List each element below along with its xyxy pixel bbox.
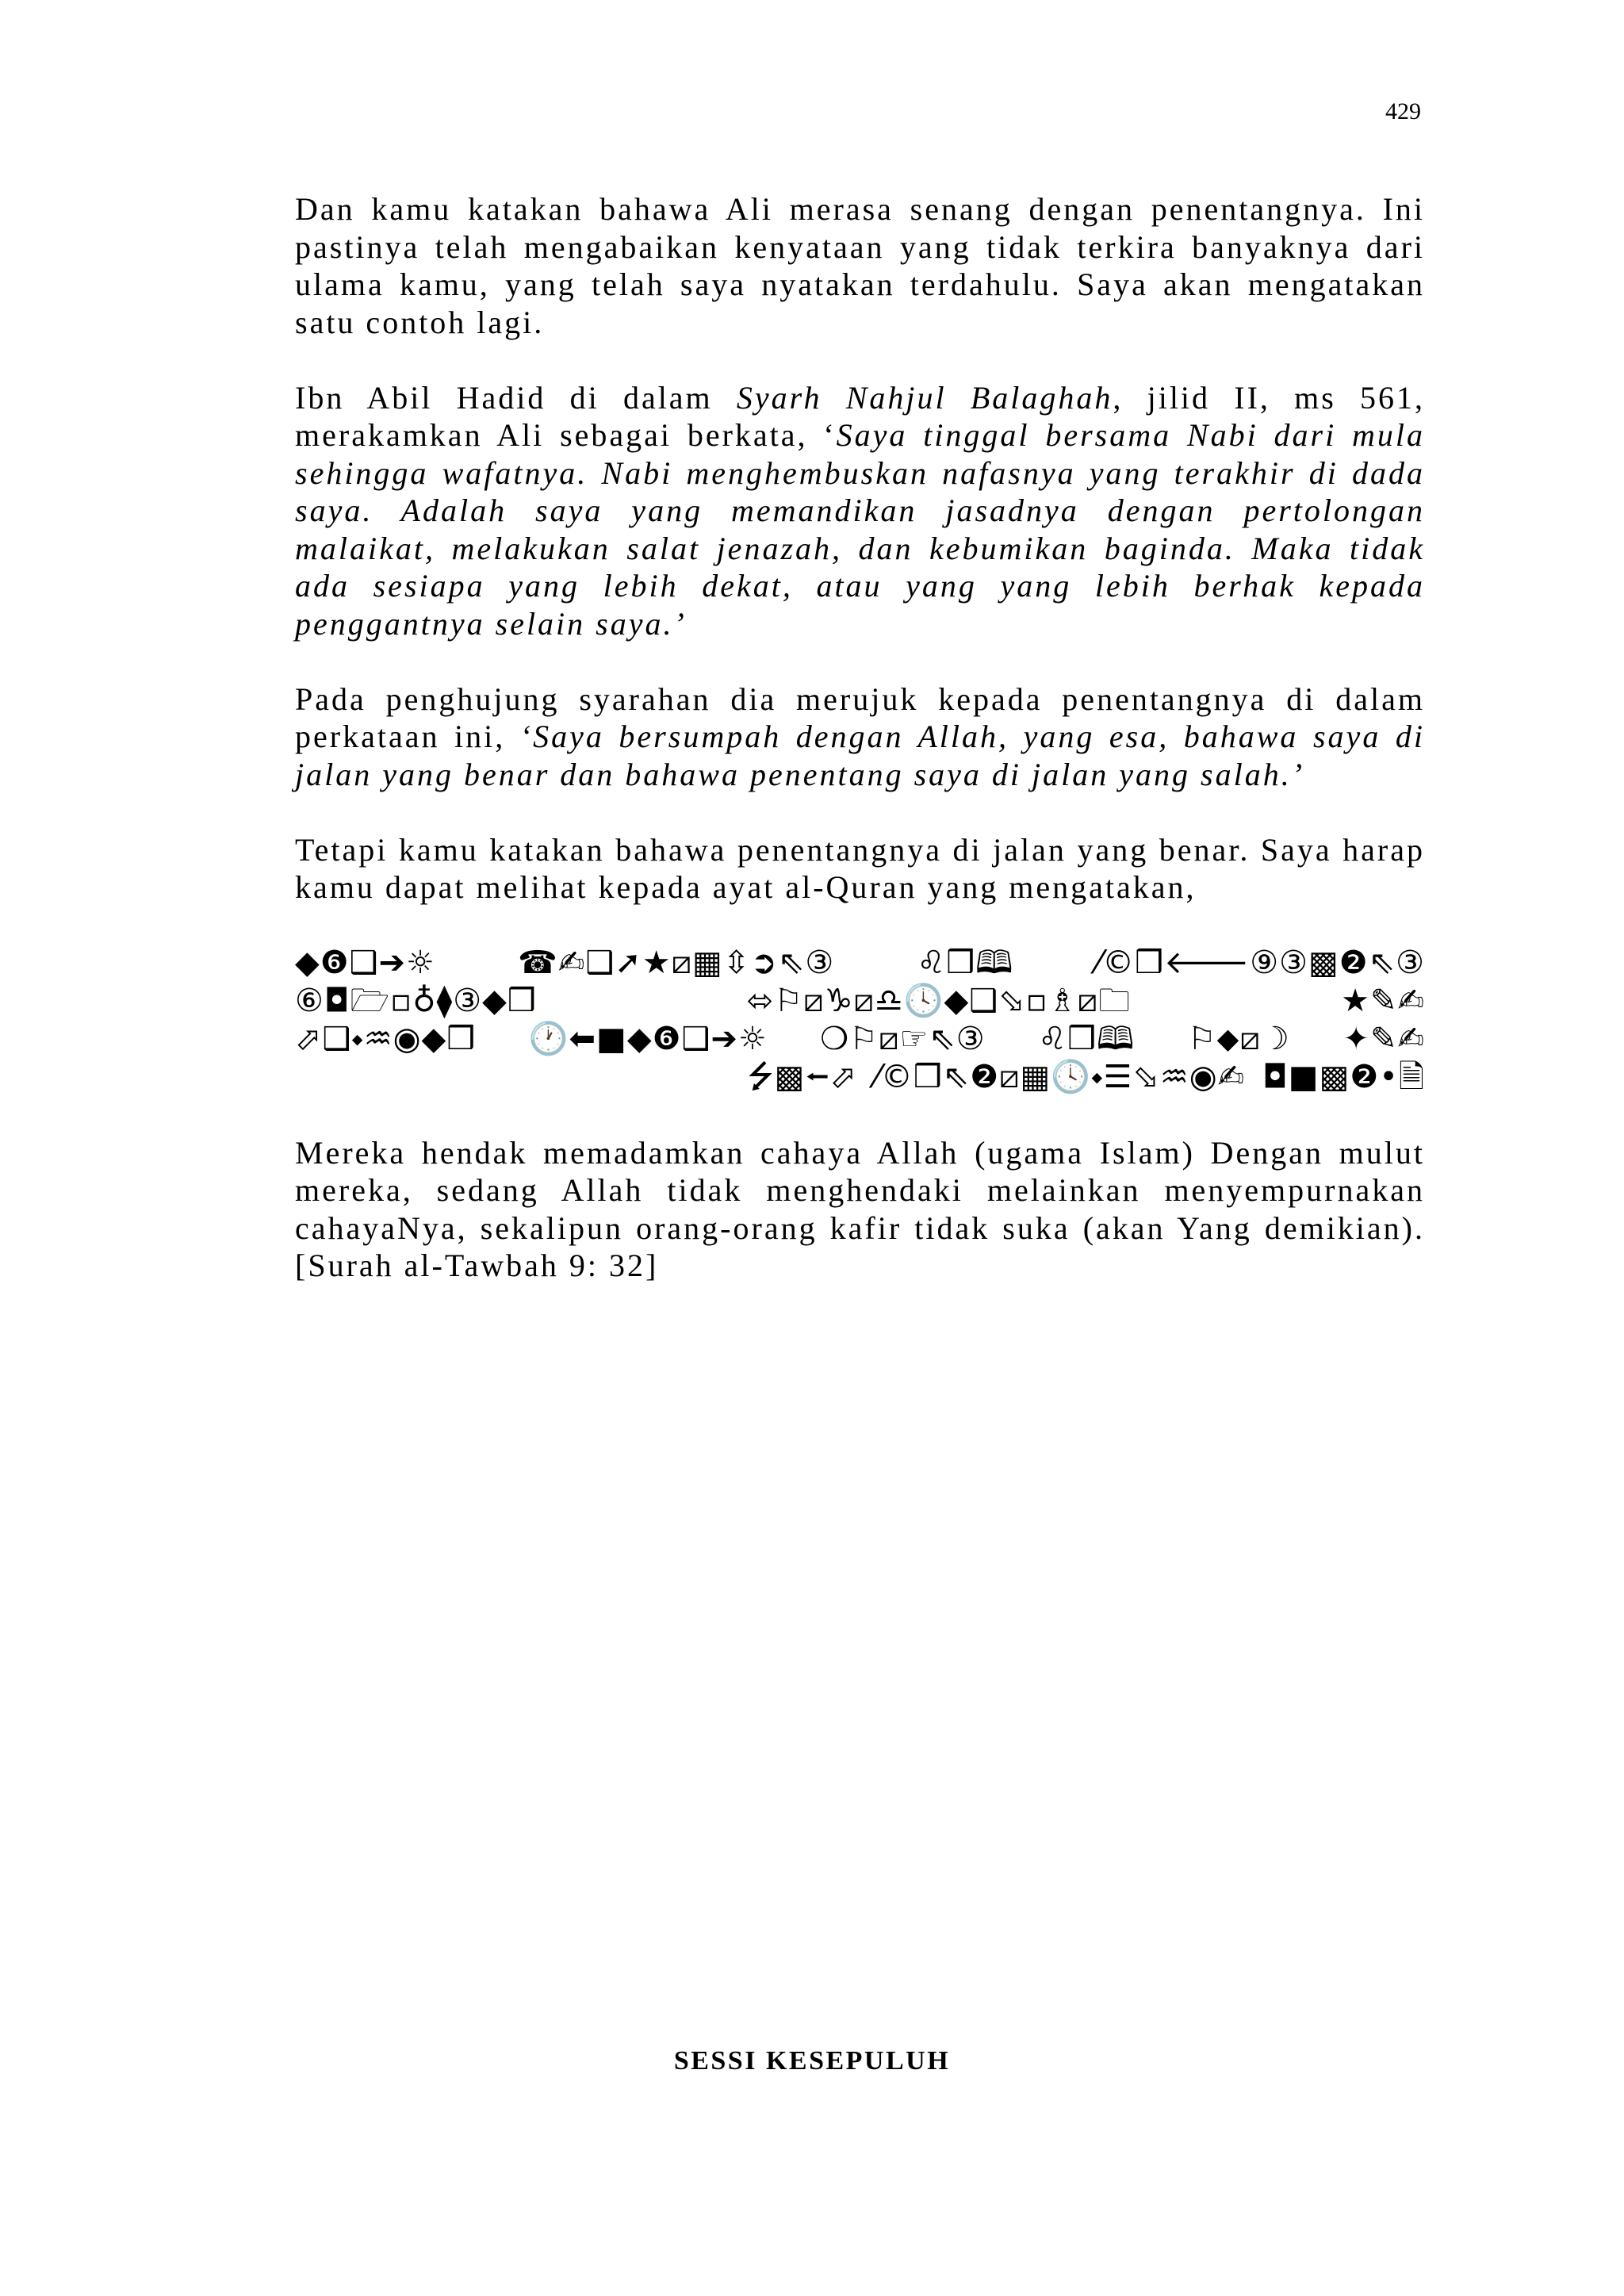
verse-word: ⁄©❒⇖❷⧄▦🕓⬩☰⬂♒◉✍ [875,1059,1246,1095]
verse-translation: Mereka hendak memadamkan cahaya Allah (ugama Islam) Dengan mulut mereka, sedang Allah tidak menghendaki melainkan menyempurnakan cahayaNya, sekalipun orang-orang kafir tidak suka (akan Yang demikian). [Surah al-Tawbah 9: 32] [295,1134,1425,1283]
verse-word: ⑥◘🗁▫♁⧫③◆❒ [295,983,537,1019]
verse-line-1 [295,944,1425,982]
verse-word: ⭍▩⭠⬀ [747,1059,858,1095]
book-title: Syarh Nahjul Balaghah [736,379,1113,416]
verse-word: ◆❻❑➔☼ [295,945,435,981]
verse-line-3 [295,1020,1425,1058]
paragraph-3-text: Pada penghujung syarahan dia merujuk kepada penentangnya di dalam perkataan ini, [295,680,1425,754]
ali-quote: Saya tinggal bersama Nabi dari mula sehingga wafatnya. Nabi menghembuskan nafasnya yang terakhir di dada saya. Adalah saya yang memandikan jasadnya dengan pertolongan malaikat, melakukan salat jenazah, dan kebumikan baginda. Maka tidak ada sesiapa yang lebih dekat, atau yang yang lebih berhak kepada penggantnya selain saya.’ [295,417,1425,642]
verse-word: ⁄©❒🡐⑨③▩❷⇖③ [1096,945,1425,981]
verse-word: ⬄⚐⧄♑⧄♎🕓◆❑⬂▫♗⧄🗀 [746,983,1132,1019]
verse-word: ♌❒🕮 [1038,1021,1136,1057]
verse-word: ◘■▩❷•🗎 [1262,1059,1425,1095]
page-number: 429 [1385,98,1421,125]
verse-word: ☎✍❑➚★⧄▦⇳➲⇖③ [518,945,835,981]
verse-line-4 [295,1058,1425,1096]
section-heading: SESSI KESEPULUH [673,2046,951,2076]
verse-word: 🕐⬅■◆❻❑➔☼ [528,1021,768,1057]
verse-word: ⚐⬥⧄☽ [1187,1021,1290,1057]
verse-word: ★✎✍ [1341,983,1425,1019]
paragraph-2-text-a: Ibn Abil Hadid di dalam [295,379,737,416]
verse-line-2 [295,982,1425,1020]
oath-quote: ‘Saya bersumpah dengan Allah, yang esa, bahawa saya di jalan yang benar dan bahawa penentang saya di jalan yang salah.’ [295,719,1425,792]
paragraph-4: Tetapi kamu katakan bahawa penentangnya di jalan yang benar. Saya harap kamu dapat melihat kepada ayat al-Quran yang mengatakan, [295,831,1425,905]
document-body [295,190,1425,1322]
paragraph-1: Dan kamu katakan bahawa Ali merasa senang dengan penentangnya. Ini pastinya telah mengabaikan kenyataan yang tidak terkira banyaknya dari ulama kamu, yang telah saya nyatakan terdahulu. Saya akan mengatakan satu contoh lagi. [295,191,1425,340]
paragraph-2-text-b: , jilid II, ms 561, merakamkan Ali sebagai berkata, ‘ [295,379,1425,453]
paragraph-2 [295,379,1425,643]
quran-verse-glyphs [295,944,1425,1096]
verse-word: ❍⚐⧄☞⇖③ [820,1021,986,1057]
verse-word: ✦✎✍ [1342,1021,1425,1057]
verse-word: ♌❒🕮 [917,945,1014,981]
verse-word: ⬀❑⬩♒◉◆❒ [295,1021,477,1057]
paragraph-3 [295,680,1425,794]
